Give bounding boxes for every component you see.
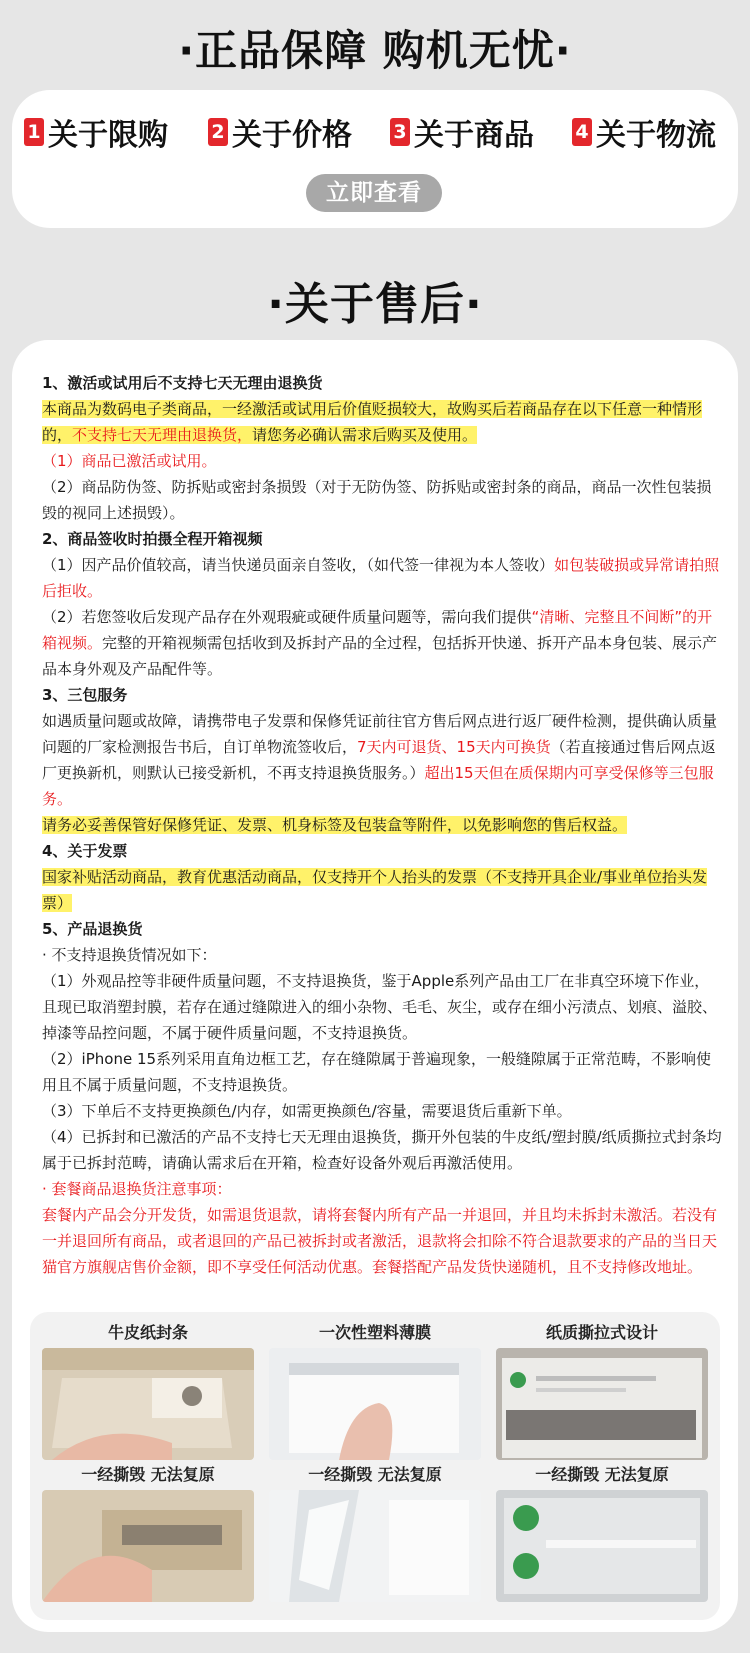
section-heading: 5、产品退换货: [42, 920, 143, 938]
aftersale-content: [42, 370, 724, 1280]
aftersale-card: [12, 340, 738, 1632]
topic-price[interactable]: [208, 110, 352, 154]
highlighted-text: 本商品为数码电子类商品，一经激活或试用后价值贬损较大，故购买后若商品存在以下任意一种情形的，: [42, 400, 703, 444]
topic-label: 关于物流: [596, 118, 716, 153]
aftersale-title: ·关于售后·: [267, 279, 483, 330]
warning-text: 不支持七天无理由退换货，: [72, 426, 253, 444]
view-now-button[interactable]: 立即查看: [306, 174, 442, 212]
film-torn-image: [269, 1490, 481, 1602]
topic-purchase-limit[interactable]: [24, 110, 168, 154]
number-badge-icon: 3: [390, 118, 410, 146]
photo-caption: 牛皮纸封条: [107, 1323, 188, 1342]
warning-text: 7天内可退货、15天内可换货: [357, 738, 551, 756]
topic-label: 关于限购: [48, 118, 168, 153]
list-item: （2）iPhone 15系列采用直角边框工艺，存在缝隙属于普遍现象，一般缝隙属于正常范畴，不影响使用且不属于质量问题，不支持退换货。: [42, 1050, 712, 1094]
bundle-text: 套餐内产品会分开发货，如需退货退款，请将套餐内所有产品一并退回，并且均未拆封未激活。若没有一并退回所有商品，或者退回的产品已被拆封或者激活，退款将会扣除不符合退款要求的产品的当日天猫官方旗舰店售价金额，即不享受任何活动优惠。套餐搭配产品发货快递随机，且不支持修改地址。: [42, 1206, 718, 1276]
warning-text: 超出15天但在质保期内可享受保修等三包服务。: [42, 764, 714, 808]
plastic-film-image: [269, 1348, 481, 1460]
paragraph: [42, 604, 724, 682]
list-item: （2）商品防伪签、防拆贴或密封条损毁（对于无防伪签、防拆贴或密封条的商品，商品一次性包装损毁的视同上述损毁）。: [42, 478, 712, 522]
topic-logistics[interactable]: [572, 110, 716, 154]
paragraph: [42, 552, 724, 604]
topics-card: [12, 90, 738, 228]
photo-caption: 一次性塑料薄膜: [318, 1323, 431, 1342]
warning-text: 如包装破损或异常请拍照后拒收。: [42, 556, 720, 600]
list-item: （4）已拆封和已激活的产品不支持七天无理由退换货，撕开外包装的牛皮纸/塑封膜/纸质撕拉式封条均属于已拆封范畴，请确认需求后在开箱，检查好设备外观后再激活使用。: [42, 1128, 722, 1172]
text: （1）因产品价值较高，请当快递员面亲自签收，（如代签一律视为本人签收）: [42, 556, 555, 574]
topic-label: 关于商品: [414, 118, 534, 153]
photo-caption: 一经撕毁 无法复原: [308, 1465, 442, 1484]
page-title: ·正品保障 购机无忧·: [178, 26, 572, 75]
kraft-seal-image: [42, 1348, 254, 1460]
section-heading: 4、关于发票: [42, 842, 128, 860]
number-badge-icon: 1: [24, 118, 44, 146]
topic-product[interactable]: [390, 110, 534, 154]
section-heading: 3、三包服务: [42, 686, 128, 704]
text: 完整的开箱视频需包括收到及拆封产品的全过程，包括拆开快递、拆开产品本身包装、展示产品本身外观及产品配件等。: [42, 634, 718, 678]
highlighted-text: 请务必妥善保管好保修凭证、发票、机身标签及包装盒等附件，以免影响您的售后权益。: [42, 816, 628, 834]
section-heading: 2、商品签收时拍摄全程开箱视频: [42, 530, 263, 548]
text: （若直接通过售后网点返厂更换新机，则默认已接受新机，不再支持退换货服务。）: [42, 738, 716, 782]
list-item: （1）外观品控等非硬件质量问题，不支持退换货，鉴于Apple系列产品由工厂在非真空环境下作业，且现已取消塑封膜，若存在通过缝隙进入的细小杂物、毛毛、灰尘，或存在细小污渍点、划痕、溢胶、掉漆等品控问题，不属于硬件质量问题，不支持退换货。: [42, 972, 718, 1042]
bundle-heading: · 套餐商品退换货注意事项：: [42, 1180, 232, 1198]
photo-caption: 纸质撕拉式设计: [545, 1323, 658, 1342]
text: （2）若您签收后发现产品存在外观瑕疵或硬件质量问题等，需向我们提供: [42, 608, 532, 626]
paragraph: [42, 396, 724, 448]
section-heading: 1、激活或试用后不支持七天无理由退换货: [42, 374, 323, 392]
list-item: （3）下单后不支持更换颜色/内存，如需更换颜色/容量，需要退货后重新下单。: [42, 1102, 572, 1120]
highlighted-text: 国家补贴活动商品，教育优惠活动商品，仅支持开个人抬头的发票（不支持开具企业/事业单位抬头发票）: [42, 868, 708, 912]
highlighted-text: 请您务必确认需求后购买及使用。: [252, 426, 478, 444]
number-badge-icon: 4: [572, 118, 592, 146]
list-item: （1）商品已激活或试用。: [42, 452, 217, 470]
warning-text: “清晰、完整且不间断”的开箱视频。: [42, 608, 713, 652]
kraft-torn-image: [42, 1490, 254, 1602]
topic-label: 关于价格: [232, 118, 352, 153]
paragraph: [42, 864, 724, 916]
strip-torn-image: [496, 1490, 708, 1602]
text: 如遇质量问题或故障，请携带电子发票和保修凭证前往官方售后网点进行返厂硬件检测，提供确认质量问题的厂家检测报告书后，自订单物流签收后，: [42, 712, 718, 756]
tear-strip-image: [496, 1348, 708, 1460]
packaging-photos-panel: [30, 1312, 720, 1620]
photo-caption: 一经撕毁 无法复原: [535, 1465, 669, 1484]
photo-caption: 一经撕毁 无法复原: [81, 1465, 215, 1484]
paragraph: · 不支持退换货情况如下：: [42, 946, 217, 964]
paragraph: [42, 812, 724, 838]
number-badge-icon: 2: [208, 118, 228, 146]
topic-row: [24, 110, 739, 154]
paragraph: [42, 708, 724, 812]
